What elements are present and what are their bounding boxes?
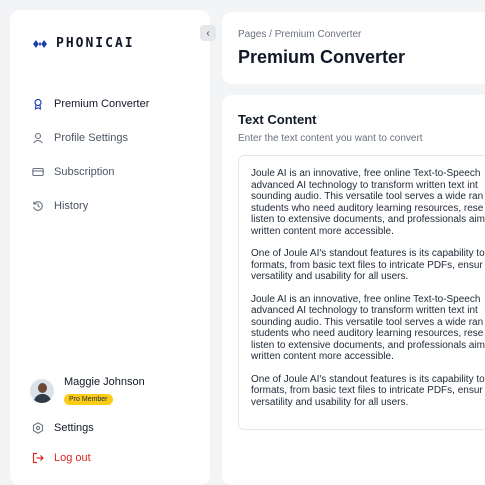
collapse-sidebar-button[interactable]: [200, 25, 216, 41]
user-profile[interactable]: [30, 376, 145, 406]
page-header: [222, 12, 485, 84]
sidebar-bottom-links: [32, 413, 202, 473]
page-title: Premium Converter: [238, 47, 406, 67]
user-name: Maggie Johnson: [64, 376, 145, 388]
logout-link[interactable]: [32, 443, 202, 473]
text-content-card: [222, 95, 485, 485]
settings-link[interactable]: [32, 413, 202, 443]
brand-name: PHONICAI: [56, 36, 135, 51]
sidebar: [10, 10, 210, 485]
badge-icon: [32, 98, 44, 110]
sidebar-item-label: Premium Converter: [54, 98, 150, 110]
sidebar-item-label: History: [54, 200, 89, 212]
logout-label: Log out: [54, 452, 91, 464]
sidebar-nav: [32, 87, 202, 223]
sidebar-item-history[interactable]: [32, 189, 202, 223]
text-paragraph: Joule AI is an innovative, free online Text-to-Speech advanced AI technology to transform written text int sounding audio. This versatile tool serves a wide ran students who need auditory learning resources, rese listen to extensive documents, and professionals aim written content more accessible.: [251, 293, 485, 362]
card-icon: [32, 166, 44, 178]
gear-icon: [32, 422, 44, 434]
settings-label: Settings: [54, 422, 94, 434]
user-icon: [32, 132, 44, 144]
logo-icon: [32, 38, 48, 50]
pro-member-badge: Pro Member: [64, 394, 113, 405]
sidebar-item-subscription[interactable]: [32, 155, 202, 189]
section-title: Text Content: [238, 112, 317, 127]
chevron-left-icon: ‹: [206, 27, 210, 39]
text-paragraph: One of Joule AI's standout features is its capability to formats, from basic text files to intricate PDFs, ensur versatility and usability for all users.: [251, 373, 485, 408]
avatar: [30, 379, 54, 403]
sidebar-item-label: Profile Settings: [54, 132, 128, 144]
sidebar-item-premium-converter[interactable]: [32, 87, 202, 121]
section-subtitle: Enter the text content you want to convert: [238, 133, 423, 144]
text-paragraph: Joule AI is an innovative, free online Text-to-Speech advanced AI technology to transform written text int sounding audio. This versatile tool serves a wide ran students who need auditory learning resources, rese listen to extensive documents, and professionals aim written content more accessible.: [251, 168, 485, 237]
history-icon: [32, 200, 44, 212]
sidebar-item-profile-settings[interactable]: [32, 121, 202, 155]
breadcrumb: Pages / Premium Converter: [238, 29, 362, 40]
text-paragraph: One of Joule AI's standout features is its capability to formats, from basic text files to intricate PDFs, ensur versatility and usability for all users.: [251, 248, 485, 282]
brand-logo[interactable]: [32, 36, 135, 51]
sidebar-item-label: Subscription: [54, 166, 115, 178]
logout-icon: [32, 452, 44, 464]
text-content-input[interactable]: [238, 155, 485, 430]
